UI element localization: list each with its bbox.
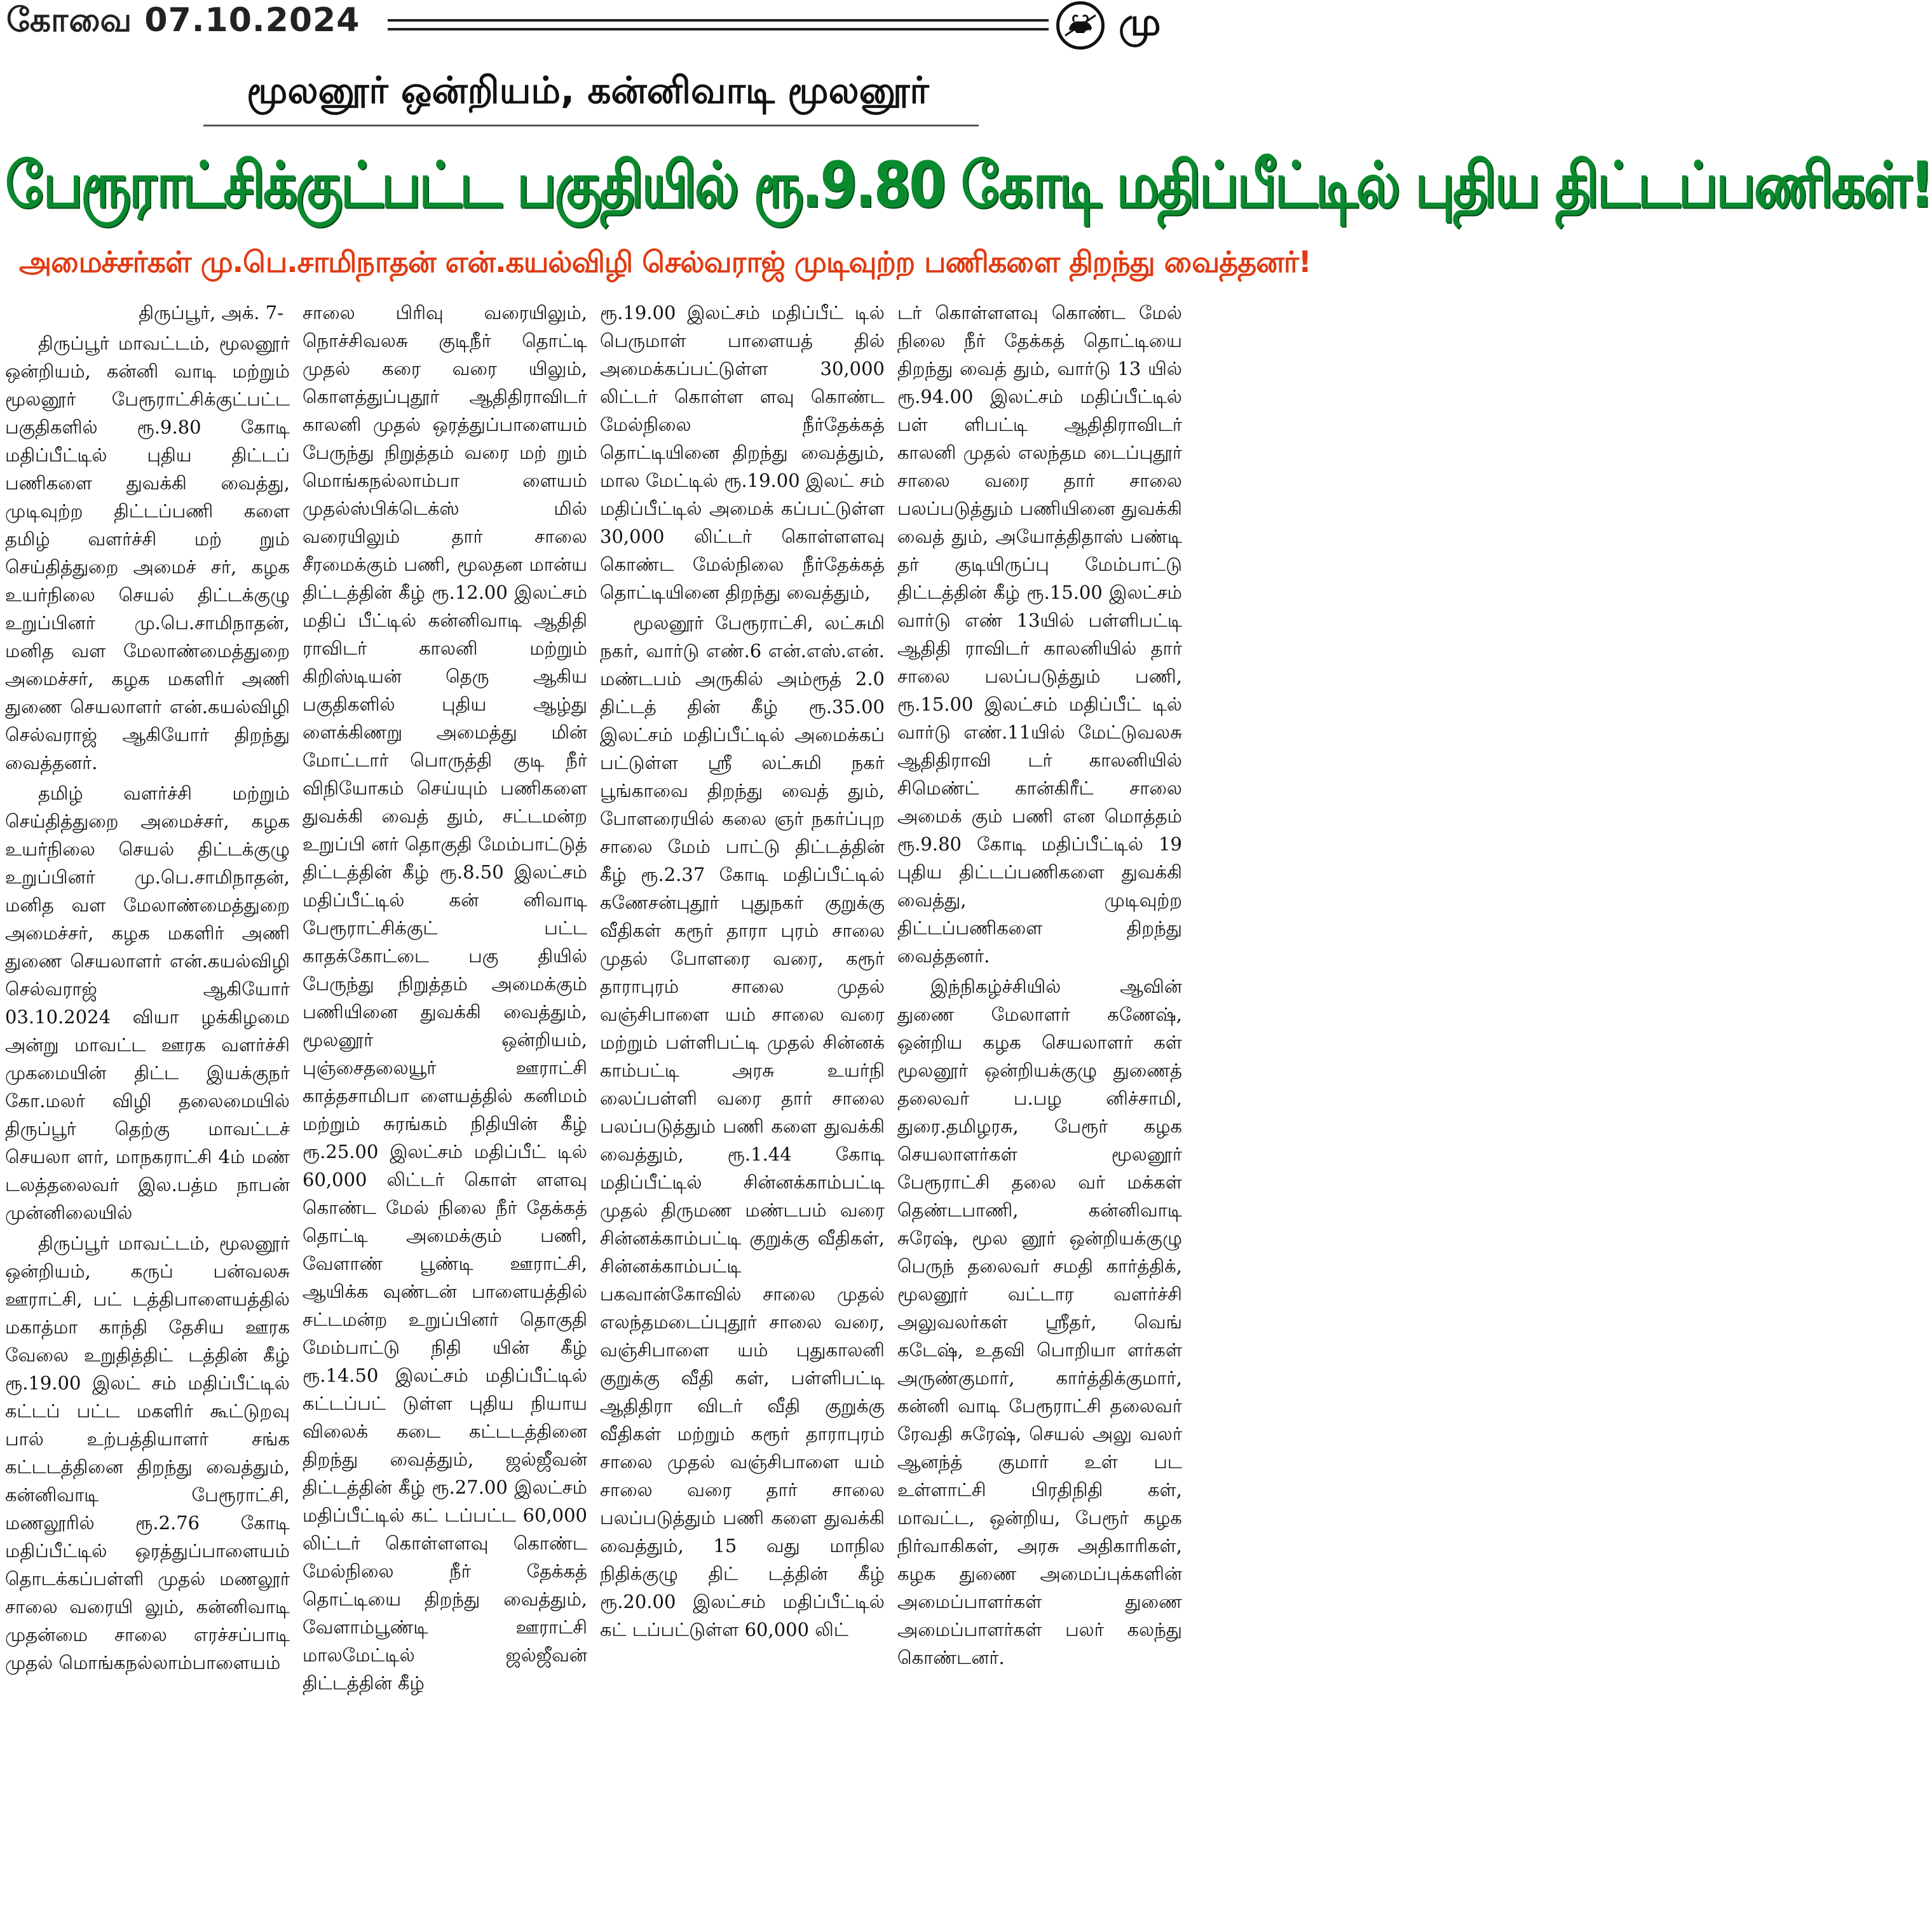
article-paragraph: சாலை பிரிவு வரையிலும், நொச்சிவலசு குடிநீர் தொட்டி முதல் கரை வரை யிலும், கொளத்துப்புதூர் ஆதிதிராவிடர் காலனி முதல் ஒரத்துப்பாளையம் பேருந்து நிறுத்தம் வரை மற் றும் மொங்கநல்லாம்பா ளையம் முதல்ஸ்பிக்டெக்ஸ் மில் வரையிலும் தார் சாலை சீரமைக்கும் பணி, மூலதன மான்ய திட்டத்தின் கீழ் ரூ.12.00 இலட்சம் மதிப் பீட்டில் கன்னிவாடி ஆதிதி ராவிடர் காலனி மற்றும் கிறிஸ்டியன் தெரு ஆகிய பகுதிகளில் புதிய ஆழ்து ளைக்கிணறு அமைத்து மின் மோட்டார் பொருத்தி குடி நீர் விநியோகம் செய்யும் பணிகளை துவக்கி வைத் தும், சட்டமன்ற உறுப்பி னர் தொகுதி மேம்பாட்டுத் திட்டத்தின் கீழ் ரூ.8.50 இலட்சம் மதிப்பீட்டில் கன் னிவாடி பேரூராட்சிக்குட் பட்ட காதக்கோட்டை பகு தியில் பேருந்து நிறுத்தம் அமைக்கும் பணியினை துவக்கி வைத்தும், மூலனூர் ஒன்றியம், புஞ்சைதலையூர் ஊராட்சி காத்தசாமிபா ளையத்தில் கனிமம் மற்றும் சுரங்கம் நிதியின் கீழ் ரூ.25.00 இலட்சம் மதிப்பீட் டில் 60,000 லிட்டர் கொள் ளளவு கொண்ட மேல் நிலை நீர் தேக்கத் தொட்டி அமைக்கும் பணி, வேளாண் பூண்டி ஊராட்சி, ஆயிக்க வுண்டன் பாளையத்தில் சட்டமன்ற உறுப்பினர் தொகுதி மேம்பாட்டு நிதி யின் கீழ் ரூ.14.50 இலட்சம் மதிப்பீட்டில் கட்டப்பட் டுள்ள புதிய நியாய விலைக் கடை கட்டடத்தினை திறந்து வைத்தும், ஜல்ஜீவன் திட்டத்தின் கீழ் ரூ.27.00 இலட்சம் மதிப்பீட்டில் கட் டப்பட்ட 60,000 லிட்டர் கொள்ளளவு கொண்ட மேல்நிலை நீர் தேக்கத் தொட்டியை திறந்து வைத்தும், வேளாம்பூண்டி ஊராட்சி மாலமேட்டில் ஜல்ஜீவன் திட்டத்தின் கீழ்	[303, 302, 587, 1694]
headline: பேரூராட்சிக்குட்பட்ட பகுதியில் ரூ.9.80 கோடி மதிப்பீட்டில் புதிய திட்டப்பணிகள்!	[5, 147, 1932, 222]
article-column-3	[600, 299, 885, 1908]
section-title-underline	[203, 125, 979, 126]
bull-emblem-graphic	[1063, 8, 1098, 43]
article-body	[5, 299, 1182, 1908]
article-paragraph: இந்நிகழ்ச்சியில் ஆவின் துணை மேலாளர் கணேஷ், ஒன்றிய கழக செயலாளர் கள் மூலனூர் ஒன்றியக்குழு துணைத் தலைவர் ப.பழ னிச்சாமி, துரை.தமிழரசு, பேரூர் கழக செயலாளர்கள் மூலனூர் பேரூராட்சி தலை வர் மக்கள் தெண்டபாணி, கன்னிவாடி சுரேஷ், மூல னூர் ஒன்றியக்குழு பெருந் தலைவர் சமதி கார்த்திக், மூலனூர் வட்டார வளர்ச்சி அலுவலர்கள் ஸ்ரீதர், வெங் கடேஷ், உதவி பொறியா ளர்கள் அருண்குமார், கார்த்திக்குமார், கன்னி வாடி பேரூராட்சி தலைவர் ரேவதி சுரேஷ், செயல் அலு வலர் ஆனந்த் குமார் உள் பட உள்ளாட்சி பிரதிநிதி கள், மாவட்ட, ஒன்றிய, பேரூர் கழக நிர்வாகிகள், அரசு அதிகாரிகள், கழக துணை அமைப்புக்களின் அமைப்பாளர்கள் துணை அமைப்பாளர்கள் பலர் கலந்து கொண்டனர்.	[897, 976, 1182, 1668]
section-title: மூலனூர் ஒன்றியம், கன்னிவாடி மூலனூர்	[247, 69, 929, 112]
article-dateline: திருப்பூர், அக். 7-	[139, 302, 283, 324]
article-paragraph: ரூ.19.00 இலட்சம் மதிப்பீட் டில் பெருமாள் பாளையத் தில் அமைக்கப்பட்டுள்ள 30,000 லிட்டர் கொள்ள ளவு கொண்ட மேல்நிலை நீர்தேக்கத் தொட்டியினை திறந்து வைத்தும், மால மேட்டில் ரூ.19.00 இலட் சம் மதிப்பீட்டில் அமைக் கப்பட்டுள்ள 30,000 லிட்டர் கொள்ளளவு கொண்ட மேல்நிலை நீர்தேக்கத் தொட்டியினை திறந்து வைத்தும்,	[600, 302, 885, 603]
subheadline: அமைச்சர்கள் மு.பெ.சாமிநாதன் என்.கயல்விழி செல்வராஜ் முடிவுற்ற பணிகளை திறந்து வைத்தனர்!	[19, 245, 1311, 279]
masthead-rule	[388, 19, 1049, 31]
article-column-1	[5, 299, 290, 1908]
article-paragraph: தமிழ் வளர்ச்சி மற்றும் செய்தித்துறை அமைச்சர், கழக உயர்நிலை செயல் திட்டக்குழு உறுப்பினர் மு.பெ.சாமிநாதன், மனித வள மேலாண்மைத்துறை அமைச்சர், கழக மகளிர் அணி துணை செயலாளர் என்.கயல்விழி செல்வராஜ் ஆகியோர் 03.10.2024 வியா ழக்கிழமை அன்று மாவட்ட ஊரக வளர்ச்சி முகமையின் திட்ட இயக்குநர் கோ.மலர் விழி தலைமையில் திருப்பூர் தெற்கு மாவட்டச் செயலா ளர், மாநகராட்சி 4ம் மண் டலத்தலைவர் இல.பத்ம நாபன் முன்னிலையில்	[5, 782, 290, 1223]
article-paragraph: திருப்பூர் மாவட்டம், மூலனூர் ஒன்றியம், கருப் பன்வலசு ஊராட்சி, பட் டத்திபாளையத்தில் மகாத்மா காந்தி தேசிய ஊரக வேலை உறுதித்திட் டத்தின் கீழ் ரூ.19.00 இலட் சம் மதிப்பீட்டில் கட்டப் பட்ட மகளிர் கூட்டுறவு பால் உற்பத்தியாளர் சங்க கட்டடத்தினை திறந்து வைத்தும், கன்னிவாடி பேரூராட்சி, மணலூரில் ரூ.2.76 கோடி மதிப்பீட்டில் ஒரத்துப்பாளையம் தொடக்கப்பள்ளி முதல் மணலூர் சாலை வரையி லும், கன்னிவாடி முதன்மை சாலை எரச்சப்பாடி முதல் மொங்கநல்லாம்பாளையம்	[5, 1232, 290, 1673]
bull-emblem-icon	[1056, 1, 1105, 50]
article-column-2	[303, 299, 587, 1908]
article-paragraph: டர் கொள்ளளவு கொண்ட மேல் நிலை நீர் தேக்கத் தொட்டியை திறந்து வைத் தும், வார்டு 13 யில் ரூ.94.00 இலட்சம் மதிப்பீட்டில் பள் ளிபட்டி ஆதிதிராவிடர் காலனி முதல் எலந்தம டைப்புதூர் சாலை வரை தார் சாலை பலப்படுத்தும் பணியினை துவக்கி வைத் தும், அயோத்திதாஸ் பண்டி தர் குடியிருப்பு மேம்பாட்டு திட்டத்தின் கீழ் ரூ.15.00 இலட்சம் வார்டு எண் 13யில் பள்ளிபட்டி ஆதிதி ராவிடர் காலனியில் தார் சாலை பலப்படுத்தும் பணி, ரூ.15.00 இலட்சம் மதிப்பீட் டில் வார்டு எண்.11யில் மேட்டுவலசு ஆதிதிராவி டர் காலனியில் சிமெண்ட் கான்கிரீட் சாலை அமைக் கும் பணி என மொத்தம் ரூ.9.80 கோடி மதிப்பீட்டில் 19 புதிய திட்டப்பணிகளை துவக்கி வைத்து, முடிவுற்ற திட்டப்பணிகளை திறந்து வைத்தனர்.	[897, 302, 1182, 967]
edition-dateline: கோவை 07.10.2024	[6, 1, 360, 39]
article-paragraph: திருப்பூர் மாவட்டம், மூலனூர் ஒன்றியம், கன்னி வாடி மற்றும் மூலனூர் பேரூராட்சிக்குட்பட்ட பகுதிகளில் ரூ.9.80 கோடி மதிப்பீட்டில் புதிய திட்டப் பணிகளை துவக்கி வைத்து, முடிவுற்ற திட்டப்பணி களை தமிழ் வளர்ச்சி மற் றும் செய்தித்துறை அமைச் சர், கழக உயர்நிலை செயல் திட்டக்குழு உறுப்பினர் மு.பெ.சாமிநாதன், மனித வள மேலாண்மைத்துறை அமைச்சர், கழக மகளிர் அணி துணை செயலாளர் என்.கயல்விழி செல்வராஜ் ஆகியோர் திறந்து வைத்தனர்.	[5, 332, 290, 773]
masthead	[0, 0, 1168, 51]
article-column-4	[897, 299, 1182, 1908]
article-paragraph: மூலனூர் பேரூராட்சி, லட்சுமி நகர், வார்டு எண்.6 என்.எஸ்.என். மண்டபம் அருகில் அம்ரூத் 2.0 திட்டத் தின் கீழ் ரூ.35.00 இலட்சம் மதிப்பீட்டில் அமைக்கப் பட்டுள்ள ஸ்ரீ லட்சுமி நகர் பூங்காவை திறந்து வைத் தும், போளரையில் கலை ஞர் நகர்ப்புற சாலை மேம் பாட்டு திட்டத்தின் கீழ் ரூ.2.37 கோடி மதிப்பீட்டில் கணேசன்புதூர் புதுநகர் குறுக்கு வீதிகள் கரூர் தாரா புரம் சாலை முதல் போளரை வரை, கரூர் தாராபுரம் சாலை முதல் வஞ்சிபாளை யம் சாலை வரை மற்றும் பள்ளிபட்டி முதல் சின்னக் காம்பட்டி அரசு உயர்நி லைப்பள்ளி வரை தார் சாலை பலப்படுத்தும் பணி களை துவக்கி வைத்தும், ரூ.1.44 கோடி மதிப்பீட்டில் சின்னக்காம்பட்டி முதல் திருமண மண்டபம் வரை சின்னக்காம்பட்டி குறுக்கு வீதிகள், சின்னக்காம்பட்டி பகவான்கோவில் சாலை முதல் எலந்தமடைப்புதூர் சாலை வரை, வஞ்சிபாளை யம் புதுகாலனி குறுக்கு வீதி கள், பள்ளிபட்டி ஆதிதிரா விடர் வீதி குறுக்கு வீதிகள் மற்றும் கரூர் தாராபுரம் சாலை முதல் வஞ்சிபாளை யம் சாலை வரை தார் சாலை பலப்படுத்தும் பணி களை துவக்கி வைத்தும், 15 வது மாநில நிதிக்குழு திட் டத்தின் கீழ் ரூ.20.00 இலட்சம் மதிப்பீட்டில் கட் டப்பட்டுள்ள 60,000 லிட்	[600, 612, 885, 1640]
page-section-letter: மு	[1119, 0, 1161, 44]
